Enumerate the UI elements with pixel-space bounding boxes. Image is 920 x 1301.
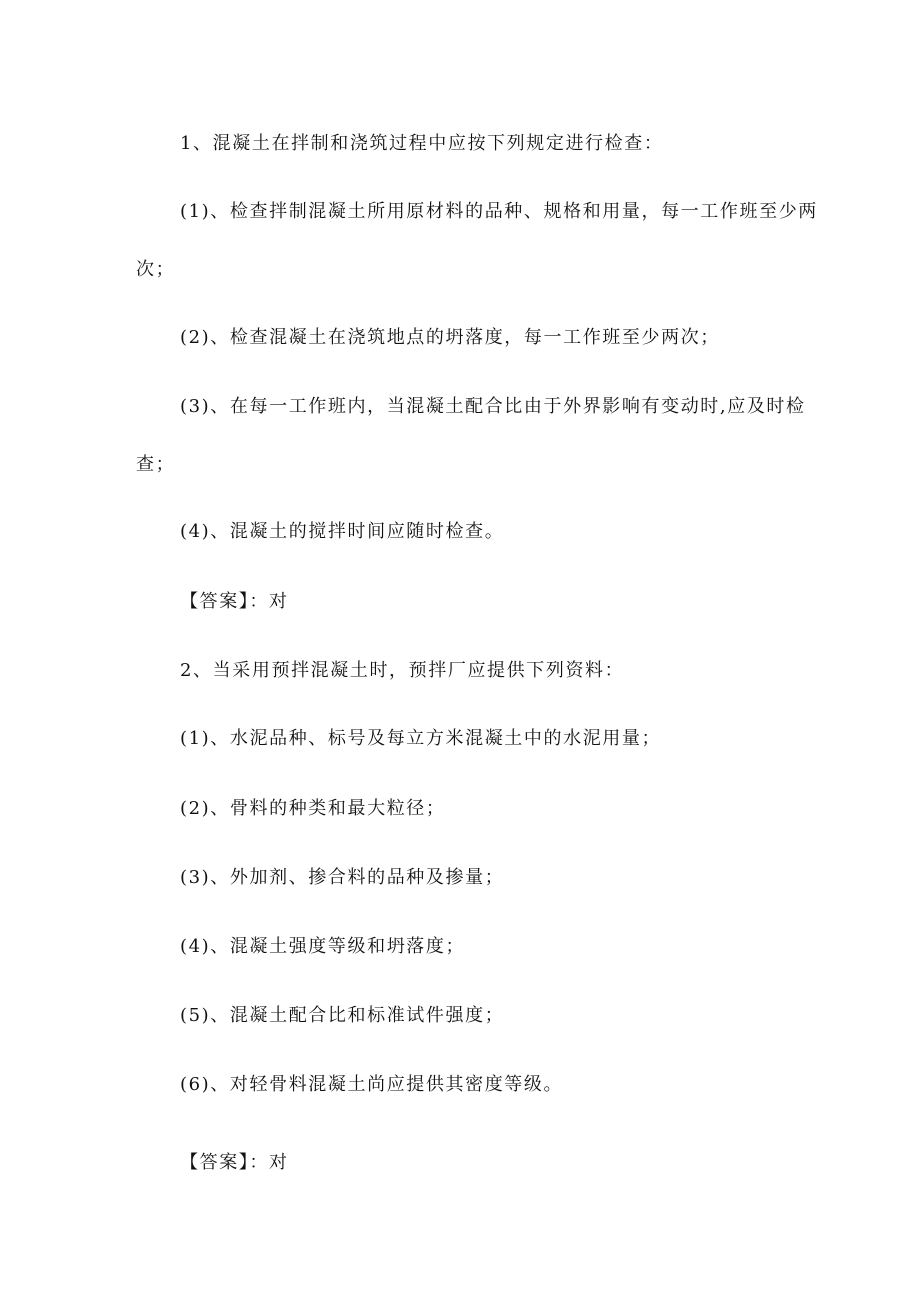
- question-2-item-6: (6)、对轻骨料混凝土尚应提供其密度等级。: [180, 1074, 564, 1095]
- question-2-title: 2、当采用预拌混凝土时，预拌厂应提供下列资料：: [180, 660, 625, 681]
- question-2-item-3: (3)、外加剂、掺合料的品种及掺量；: [180, 867, 505, 888]
- question-2-item-2: (2)、骨料的种类和最大粒径；: [180, 798, 446, 819]
- question-1-item-1-continued: 次；: [136, 259, 176, 280]
- question-1-item-3-continued: 查；: [136, 454, 176, 475]
- question-2-item-5: (5)、混凝土配合比和标准试件强度；: [180, 1005, 505, 1026]
- question-2-item-1: (1)、水泥品种、标号及每立方米混凝土中的水泥用量；: [180, 728, 662, 749]
- question-1-title: 1、混凝土在拌制和浇筑过程中应按下列规定进行检查：: [180, 133, 664, 154]
- question-2-item-4: (4)、混凝土强度等级和坍落度；: [180, 936, 466, 957]
- question-1-answer: 【答案】：对: [180, 591, 289, 612]
- question-2-answer: 【答案】：对: [180, 1152, 289, 1173]
- question-1-item-2: (2)、检查混凝土在浇筑地点的坍落度，每一工作班至少两次；: [180, 327, 720, 348]
- question-1-item-3: (3)、在每一工作班内，当混凝土配合比由于外界影响有变动时,应及时检: [180, 396, 806, 417]
- question-1-item-4: (4)、混凝土的搅拌时间应随时检查。: [180, 521, 505, 542]
- question-1-item-1: (1)、检查拌制混凝土所用原材料的品种、规格和用量，每一工作班至少两: [180, 201, 818, 222]
